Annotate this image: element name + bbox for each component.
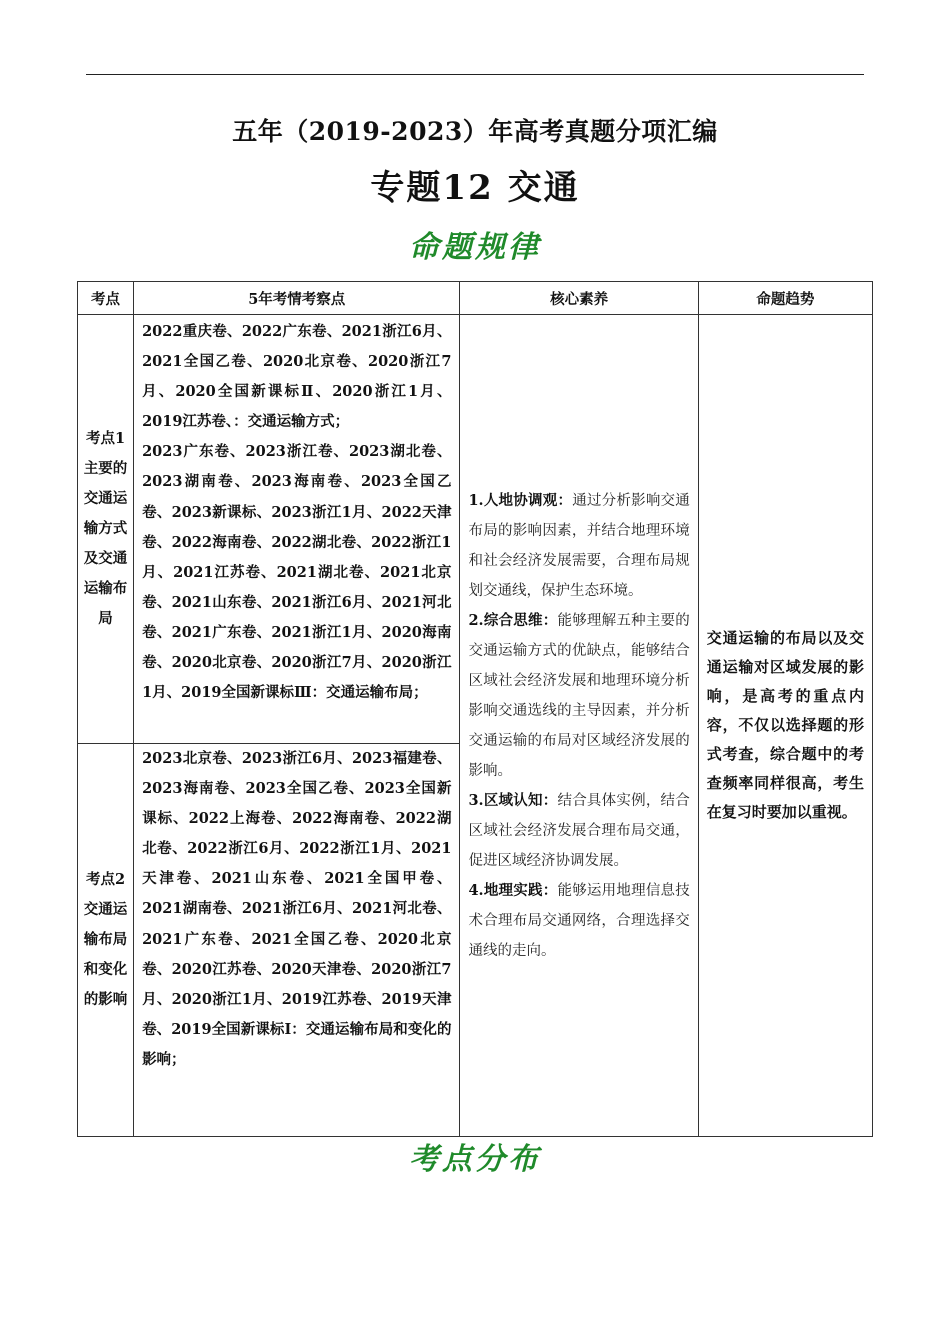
section-heading-distribution: 考点分布: [409, 1142, 541, 1177]
literacy-item: [468, 486, 689, 606]
literacy-text: 通过分析影响交通布局的影响因素，并结合地理环境和社会经济发展需要，合理布局规划交通线，保护生态环境。: [468, 492, 690, 599]
literacy-label: 1.人地协调观：: [468, 491, 573, 509]
point-cell: 考点2交通运输布局和变化的影响: [78, 744, 134, 1137]
literacy-item: [468, 606, 689, 786]
section-heading-pattern: 命题规律: [409, 230, 541, 265]
trend-cell: 交通运输的布局以及交通运输对区域发展的影响，是高考的重点内容，不仅以选择题的形式考查，综合题中的考查频率同样很高，考生在复习时要加以重视。: [698, 315, 872, 1137]
document-subtitle: 专题12 交通: [370, 168, 580, 208]
header-cell-point: 考点: [78, 282, 134, 315]
header-cell-exam: 5年考情考察点: [134, 282, 460, 315]
exam-analysis-table: [77, 281, 873, 1137]
header-rule: [86, 74, 864, 75]
exam-text-transport-layout: 2023广东卷、2023浙江卷、2023湖北卷、2023湖南卷、2023海南卷、2023全国乙卷、2023新课标、2023浙江1月、2022天津卷、2022海南卷、2022湖北卷、2022浙江1月、2021江苏卷、2021湖北卷、2021北京卷、2021山东卷、2021浙江6月、2021河北卷、2021广东卷、2021浙江1月、2020海南卷、2020北京卷、2020浙江7月、2020浙江1月、2019全国新课标Ⅲ：交通运输布局；: [142, 443, 452, 702]
literacy-cell: [460, 315, 698, 1137]
table-row: [78, 315, 873, 744]
literacy-text: 能够运用地理信息技术合理布局交通网络，合理选择交通线的走向。: [468, 882, 690, 959]
document-title: 五年（2019-2023）年高考真题分项汇编: [232, 117, 718, 146]
literacy-label: 2.综合思维：: [468, 611, 558, 629]
literacy-item: [468, 876, 689, 966]
point-cell: 考点1主要的交通运输方式及交通运输布局: [78, 315, 134, 744]
literacy-text: 结合具体实例，结合区域社会经济发展合理布局交通，促进区域经济协调发展。: [468, 792, 690, 869]
exam-cell: 2023北京卷、2023浙江6月、2023福建卷、2023海南卷、2023全国乙卷、2023全国新课标、2022上海卷、2022海南卷、2022湖北卷、2022浙江6月、2022浙江1月、2021天津卷、2021山东卷、2021全国甲卷、2021湖南卷、2021浙江6月、2021河北卷、2021广东卷、2021全国乙卷、2020北京卷、2020江苏卷、2020天津卷、2020浙江7月、2020浙江1月、2019江苏卷、2019天津卷、2019全国新课标Ⅰ：交通运输布局和变化的影响；: [134, 744, 460, 1137]
header-cell-literacy: 核心素养: [460, 282, 698, 315]
literacy-label: 4.地理实践：: [468, 881, 558, 899]
literacy-item: [468, 786, 689, 876]
header-cell-trend: 命题趋势: [698, 282, 872, 315]
exam-cell: [134, 315, 460, 744]
literacy-label: 3.区域认知：: [468, 791, 558, 809]
exam-text-transport-modes: 2022重庆卷、2022广东卷、2021浙江6月、2021全国乙卷、2020北京卷、2020浙江7月、2020全国新课标Ⅱ、2020浙江1月、2019江苏卷、：交通运输方式；: [142, 323, 452, 431]
table-header-row: [78, 282, 873, 315]
literacy-text: 能够理解五种主要的交通运输方式的优缺点，能够结合区域社会经济发展和地理环境分析影响交通选线的主导因素，并分析交通运输的布局对区域经济发展的影响。: [468, 612, 690, 779]
